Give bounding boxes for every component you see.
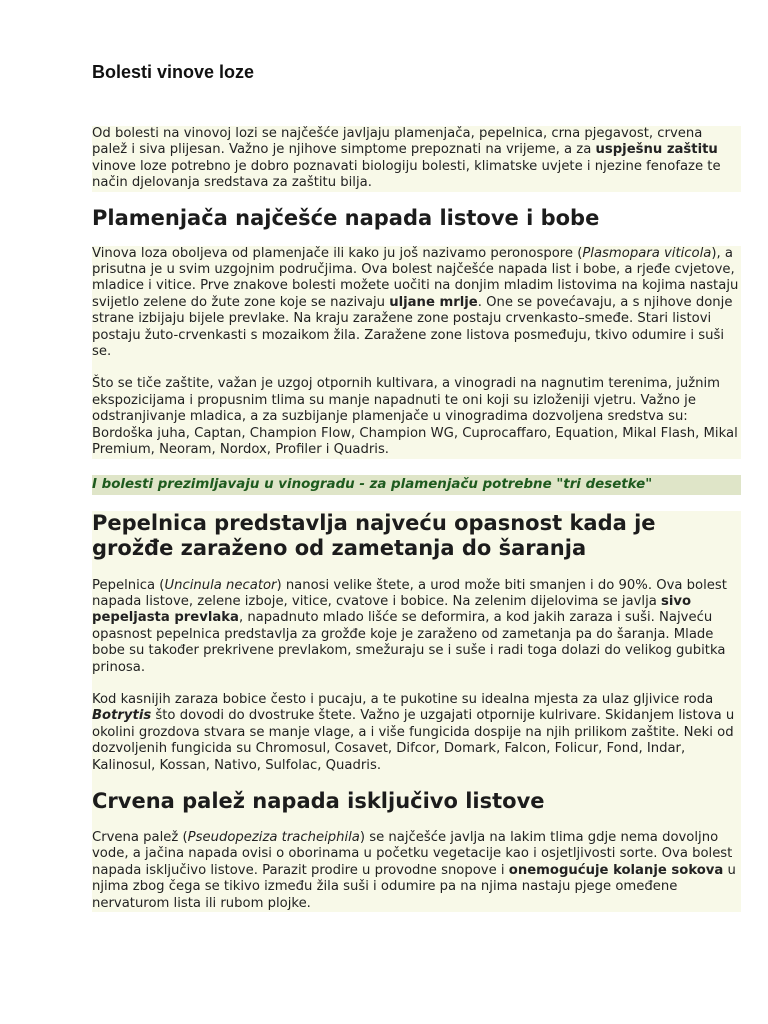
bold-phrase: onemogućuje kolanje sokova [508, 862, 724, 878]
latin-name: Uncinula necator [164, 577, 277, 593]
intro-block [92, 126, 741, 192]
paragraph: Što se tiče zaštite, važan je uzgoj otpornih kultivara, a vinogradi na nagnutim terenima, južnim ekspozicijama i propusnim tlima su manje napadnuti te oni koji su izloženiji vjetru. Važno je odstranjivanje mladica, a za suzbijanje plamenjače u vinogradima dozvoljena sredstva su: Bordoška juha, Captan, Champion Flow, Champion WG, Cuprocaffaro, Equation, Mikal Flash, Mikal Premium, Neoram, Nordox, Profiler i Quadris. [92, 376, 738, 458]
document-title: Bolesti vinove loze [92, 62, 255, 82]
latin-name: Pseudopeziza tracheiphila [187, 829, 360, 845]
intro-paragraph: Od bolesti na vinovoj lozi se najčešće javljaju plamenjača, pepelnica, crna pjegavost, crvena palež i siva plijesan. Važno je njihove simptome prepoznati na vrijeme, a za uspješnu zaštitu vinove loze potrebno je dobro poznavati biologiju bolesti, klimatske uvjete i njezine fenofaze te način djelovanja sredstava za zaštitu bilja. [92, 126, 721, 191]
section-heading: Plamenjača najčešće napada listove i bobe [92, 205, 600, 230]
callout-link[interactable]: I bolesti prezimljavaju u vinogradu - za plamenjaču potrebne "tri desetke" [92, 475, 741, 495]
section-plamenjaca [92, 206, 741, 231]
bold-phrase: uljane mrlje [389, 294, 478, 310]
bold-phrase: uspješnu zaštitu [595, 142, 718, 158]
paragraph: Pepelnica (Uncinula necator) nanosi velike štete, a urod može biti smanjen i do 90%. Ova bolest napada listove, zelene izboje, vitice, cvatove i bobice. Na zelenim dijelovima se javlja sivo pepeljasta prevlaka, napadnuto mlado lišće se deformira, a kod jakih zaraza i suši. Najveću opasnost pepelnica predstavlja za grožđe koje je zaraženo od zametanja pa do šaranja. Mlade bobe su također prekrivene prevlakom, smežuraju se i suše i radi toga dolazi do velikog gubitka prinosa. [92, 577, 727, 675]
latin-name: Plasmopara viticola [582, 245, 712, 261]
paragraph: Vinova loza oboljeva od plamenjače ili kako ju još nazivamo peronospore (Plasmopara viticola), a prisutna je u svim uzgojnim područjima. Ova bolest najčešće napada list i bobe, a rjeđe cvjetove, mladice i vitice. Prve znakove bolesti možete uočiti na donjim mladim listovima na kojima nastaju svijetlo zelene do žute zone koje se nazivaju uljane mrlje. One se povećavaju, a s njihove donje strane izbijaju bijele prevlake. Na kraju zaražene zone postaju crvenkasto–smeđe. Stari listovi postaju žuto-crvenkasti s mozaikom žila. Zaražene zone listova posmeđuju, tkivo odumire i suši se. [92, 245, 739, 360]
article-content [92, 126, 741, 912]
section-pepelnica [92, 511, 741, 913]
bold-phrase: sivo pepeljasta prevlaka [92, 593, 692, 626]
latin-name: Botrytis [92, 708, 152, 724]
paragraph: Crvena palež (Pseudopeziza tracheiphila) se najčešće javlja na lakim tlima gdje nema dovoljno vode, a jačina napada ovisi o oborinama u početku vegetacije kao i osjetljivosti sorte. Ova bolest napada isključivo listove. Parazit prodire u provodne snopove i onemogućuje kolanje sokova u njima zbog čega se tikivo između žila suši i odumire pa na njima nastaju pjege omeđene nervaturom lista ili rubom plojke. [92, 829, 736, 911]
paragraph: Kod kasnijih zaraza bobice često i pucaju, a te pukotine su idealna mjesta za ulaz gljivice roda Botrytis što dovodi do dvostruke štete. Važno je uzgajati otpornije kulrivare. Skidanjem listova u okolini grozdova stvara se manje vlage, a i više fungicida dospije na njih prilikom zaštite. Neki od dozvoljenih fungicida su Chromosul, Cosavet, Difcor, Domark, Falcon, Folicur, Fond, Indar, Kalinosul, Kossan, Nativo, Sulfolac, Quadris. [92, 691, 735, 773]
section-plamenjaca-body [92, 246, 741, 459]
section-heading: Crvena palež napada isključivo listove [92, 788, 545, 813]
section-heading: Pepelnica predstavlja najveću opasnost kada je grožđe zaraženo od zametanja do šaranja [92, 510, 656, 560]
